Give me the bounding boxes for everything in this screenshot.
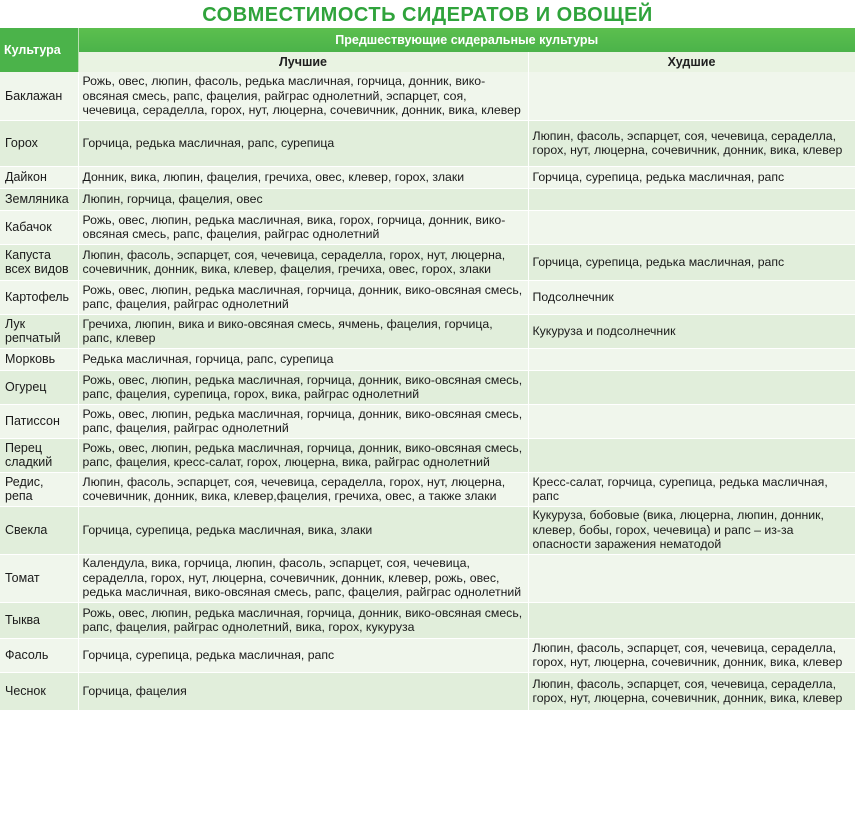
worst-cell [528,554,855,602]
crop-cell: Земляника [0,188,78,210]
table-row [0,438,855,472]
crop-cell: Картофель [0,280,78,314]
crop-cell: Кабачок [0,210,78,244]
table-row [0,72,855,120]
table-row [0,244,855,280]
best-cell: Рожь, овес, люпин, редька масличная, горчица, донник, вико-овсяная смесь, рапс, фацелия, райграс однолетний [78,280,528,314]
worst-cell: Горчица, сурепица, редька масличная, рапс [528,244,855,280]
worst-cell [528,370,855,404]
compatibility-table [0,28,855,711]
worst-cell [528,404,855,438]
crop-cell: Огурец [0,370,78,404]
crop-cell: Фасоль [0,638,78,672]
best-cell: Горчица, сурепица, редька масличная, рапс [78,638,528,672]
best-cell: Горчица, сурепица, редька масличная, вика, злаки [78,506,528,554]
table-row [0,120,855,166]
table-row [0,188,855,210]
table-row [0,672,855,710]
worst-cell [528,438,855,472]
table-row [0,280,855,314]
best-cell: Люпин, горчица, фацелия, овес [78,188,528,210]
worst-cell: Кукуруза и подсолнечник [528,314,855,348]
column-header-worst: Худшие [528,52,855,72]
crop-cell: Баклажан [0,72,78,120]
crop-cell: Свекла [0,506,78,554]
best-cell: Гречиха, люпин, вика и вико-овсяная смесь, ячмень, фацелия, горчица, рапс, клевер [78,314,528,348]
worst-cell: Кресс-салат, горчица, сурепица, редька масличная, рапс [528,472,855,506]
table-row [0,210,855,244]
crop-cell: Дайкон [0,166,78,188]
column-header-best: Лучшие [78,52,528,72]
crop-cell: Томат [0,554,78,602]
worst-cell [528,348,855,370]
best-cell: Календула, вика, горчица, люпин, фасоль, эспарцет, соя, чечевица, сераделла, горох, нут, люцерна, сочевичник, донник, клевер, рожь, овес, редька масличная, вико-овсяная смесь, рапс, фацелия, райграс однолетний [78,554,528,602]
worst-cell [528,72,855,120]
column-group-header: Предшествующие сидеральные культуры [78,28,855,52]
table-row [0,370,855,404]
table-row [0,348,855,370]
table-row [0,404,855,438]
best-cell: Люпин, фасоль, эспарцет, соя, чечевица, сераделла, горох, нут, люцерна, сочевичник, донник, вика, клевер,фацелия, гречиха, овес, а также злаки [78,472,528,506]
best-cell: Рожь, овес, люпин, редька масличная, горчица, донник, вико-овсяная смесь, рапс, фацелия, кресс-салат, горох, люцерна, вика, райграс однолетний [78,438,528,472]
crop-cell: Чеснок [0,672,78,710]
best-cell: Горчица, фацелия [78,672,528,710]
best-cell: Донник, вика, люпин, фацелия, гречиха, овес, клевер, горох, злаки [78,166,528,188]
table-row [0,554,855,602]
crop-cell: Капуста всех видов [0,244,78,280]
worst-cell: Люпин, фасоль, эспарцет, соя, чечевица, сераделла, горох, нут, люцерна, сочевичник, донник, вика, клевер [528,638,855,672]
page-title: СОВМЕСТИМОСТЬ СИДЕРАТОВ И ОВОЩЕЙ [202,4,653,26]
worst-cell [528,210,855,244]
best-cell: Горчица, редька масличная, рапс, сурепица [78,120,528,166]
crop-cell: Патиссон [0,404,78,438]
table-body [0,72,855,710]
table-row [0,506,855,554]
worst-cell [528,188,855,210]
table-row [0,314,855,348]
best-cell: Редька масличная, горчица, рапс, сурепица [78,348,528,370]
crop-cell: Тыква [0,602,78,638]
table-row [0,472,855,506]
table-row [0,638,855,672]
crop-cell: Редис, репа [0,472,78,506]
crop-cell: Морковь [0,348,78,370]
best-cell: Рожь, овес, люпин, редька масличная, горчица, донник, вико-овсяная смесь, рапс, фацелия, райграс однолетний, вика, горох, кукуруза [78,602,528,638]
best-cell: Рожь, овес, люпин, фасоль, редька масличная, горчица, донник, вико-овсяная смесь, рапс, фацелия, райграс однолетний, эспарцет, соя, чечевица, сераделла, горох, нут, люцерна, сочевичник, донник, вика, клевер [78,72,528,120]
worst-cell: Горчица, сурепица, редька масличная, рапс [528,166,855,188]
best-cell: Рожь, овес, люпин, редька масличная, горчица, донник, вико-овсяная смесь, рапс, фацелия, райграс однолетний [78,404,528,438]
worst-cell: Люпин, фасоль, эспарцет, соя, чечевица, сераделла, горох, нут, люцерна, сочевичник, донник, вика, клевер [528,120,855,166]
column-header-crop: Культура [0,28,78,72]
crop-cell: Лук репчатый [0,314,78,348]
worst-cell: Подсолнечник [528,280,855,314]
worst-cell: Люпин, фасоль, эспарцет, соя, чечевица, сераделла, горох, нут, люцерна, сочевичник, донник, вика, клевер [528,672,855,710]
worst-cell [528,602,855,638]
table-header [0,28,855,72]
table-row [0,602,855,638]
crop-cell: Горох [0,120,78,166]
crop-cell: Перец сладкий [0,438,78,472]
worst-cell: Кукуруза, бобовые (вика, люцерна, люпин, донник, клевер, бобы, горох, чечевица) и рапс – из-за опасности заражения нематодой [528,506,855,554]
best-cell: Рожь, овес, люпин, редька масличная, вика, горох, горчица, донник, вико-овсяная смесь, рапс, фацелия, райграс однолетний [78,210,528,244]
best-cell: Люпин, фасоль, эспарцет, соя, чечевица, сераделла, горох, нут, люцерна, сочевичник, донник, вика, клевер, фацелия, гречиха, овес, горох, злаки [78,244,528,280]
best-cell: Рожь, овес, люпин, редька масличная, горчица, донник, вико-овсяная смесь, рапс, фацелия, сурепица, горох, вика, райграс однолетний [78,370,528,404]
table-row [0,166,855,188]
